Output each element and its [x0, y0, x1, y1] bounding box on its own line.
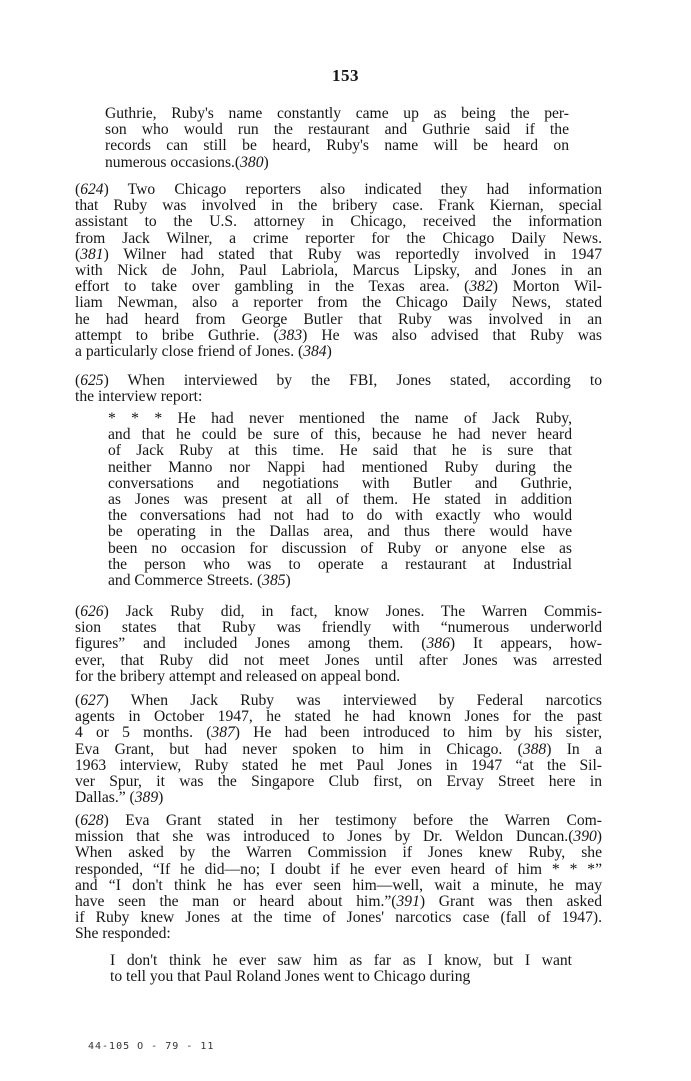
text-line: When asked by the Warren Commission if Jones knew Ruby, she [75, 844, 602, 862]
text-line: liam Newman, also a reporter from the Chicago Daily News, stated [75, 294, 602, 312]
text-line: been no occasion for discussion of Ruby or anyone else as [108, 539, 572, 557]
text-line: (625) When interviewed by the FBI, Jones stated, according to [75, 372, 602, 389]
grant-testimony-quote [110, 953, 572, 985]
text-line: the person who was to operate a restaurant at Industrial [108, 555, 572, 573]
text-line: if Ruby knew Jones at the time of Jones' narcotics case (fall of 1947). [75, 909, 602, 927]
text-line: records can still be heard, Ruby's name will be heard on [105, 137, 569, 155]
text-line: * * * He had never mentioned the name of Jack Ruby, [108, 410, 572, 427]
page-number: 153 [332, 66, 359, 85]
paragraph-627 [75, 693, 602, 806]
paragraph-guthrie-continuation [105, 106, 569, 171]
text-line: with Nick de John, Paul Labriola, Marcus Lipsky, and Jones in an [75, 262, 602, 280]
text-line: the conversations had not had to do with exactly who would [108, 507, 572, 525]
text-line: (626) Jack Ruby did, in fact, know Jones. The Warren Commis- [75, 603, 602, 620]
footer-print-code: 44-105 O - 79 - 11 [88, 1041, 215, 1052]
text-line: Guthrie, Ruby's name constantly came up as being the per- [105, 105, 569, 122]
text-line: ver Spur, it was the Singapore Club first, on Ervay Street here in [75, 773, 602, 791]
text-line: responded, “If he did—no; I doubt if he ever even heard of him * * *” [75, 860, 602, 878]
text-line: to tell you that Paul Roland Jones went to Chicago during [110, 968, 471, 986]
text-line: (624) Two Chicago reporters also indicated they had information [75, 181, 602, 198]
text-line: agents in October 1947, he stated he had known Jones for the past [75, 708, 602, 726]
fbi-interview-quote [108, 411, 572, 589]
text-line: a particularly close friend of Jones. (384) [75, 343, 332, 361]
text-line: numerous occasions.(380) [105, 153, 269, 171]
text-line: ever, that Ruby did not meet Jones until after Jones was arrested [75, 651, 602, 669]
text-line: (381) Wilner had stated that Ruby was reportedly involved in 1947 [75, 245, 602, 263]
text-line: and Commerce Streets. (385) [108, 572, 291, 590]
text-line: sion states that Ruby was friendly with “numerous underworld [75, 619, 602, 637]
text-line: son who would run the restaurant and Guthrie said if the [105, 121, 569, 139]
text-line: have seen the man or heard about him.”(391) Grant was then asked [75, 893, 602, 911]
text-line: neither Manno nor Nappi had mentioned Ruby during the [108, 458, 572, 476]
text-line: Dallas.” (389) [75, 789, 164, 807]
text-line: I don't think he ever saw him as far as I know, but I want [110, 952, 572, 969]
text-line: assistant to the U.S. attorney in Chicago, received the information [75, 213, 602, 231]
paragraph-625 [75, 373, 602, 405]
text-line: (627) When Jack Ruby was interviewed by Federal narcotics [75, 692, 602, 709]
text-line: be operating in the Dallas area, and thus there would have [108, 523, 572, 541]
text-line: She responded: [75, 925, 171, 943]
text-line: the interview report: [75, 388, 203, 406]
text-line: conversations and negotiations with Butler and Guthrie, [108, 474, 572, 492]
text-line: 4 or 5 months. (387) He had been introduced to him by his sister, [75, 724, 602, 742]
text-line: figures” and included Jones among them. (386) It appears, how- [75, 635, 602, 653]
text-line: as Jones was present at all of them. He stated in addition [108, 491, 572, 509]
text-line: of Jack Ruby at this time. He said that he is sure that [108, 442, 572, 460]
text-line: for the bribery attempt and released on appeal bond. [75, 667, 401, 685]
text-line: Eva Grant, but had never spoken to him in Chicago. (388) In a [75, 740, 602, 758]
text-line: and that he could be sure of this, because he had never heard [108, 426, 572, 444]
text-line: effort to take over gambling in the Texas area. (382) Morton Wil- [75, 278, 602, 296]
text-line: 1963 interview, Ruby stated he met Paul Jones in 1947 “at the Sil- [75, 756, 602, 774]
text-line: that Ruby was involved in the bribery case. Frank Kiernan, special [75, 197, 602, 215]
text-line: mission that she was introduced to Jones by Dr. Weldon Duncan.(390) [75, 828, 602, 846]
text-line: attempt to bribe Guthrie. (383) He was also advised that Ruby was [75, 326, 602, 344]
paragraph-628 [75, 813, 602, 943]
text-line: from Jack Wilner, a crime reporter for the Chicago Daily News. [75, 229, 602, 247]
text-line: he had heard from George Butler that Ruby was involved in an [75, 310, 602, 328]
text-line: and “I don't think he has ever seen him—well, wait a minute, he may [75, 876, 602, 894]
paragraph-624 [75, 182, 602, 360]
text-line: (628) Eva Grant stated in her testimony before the Warren Com- [75, 812, 602, 829]
paragraph-626 [75, 604, 602, 685]
